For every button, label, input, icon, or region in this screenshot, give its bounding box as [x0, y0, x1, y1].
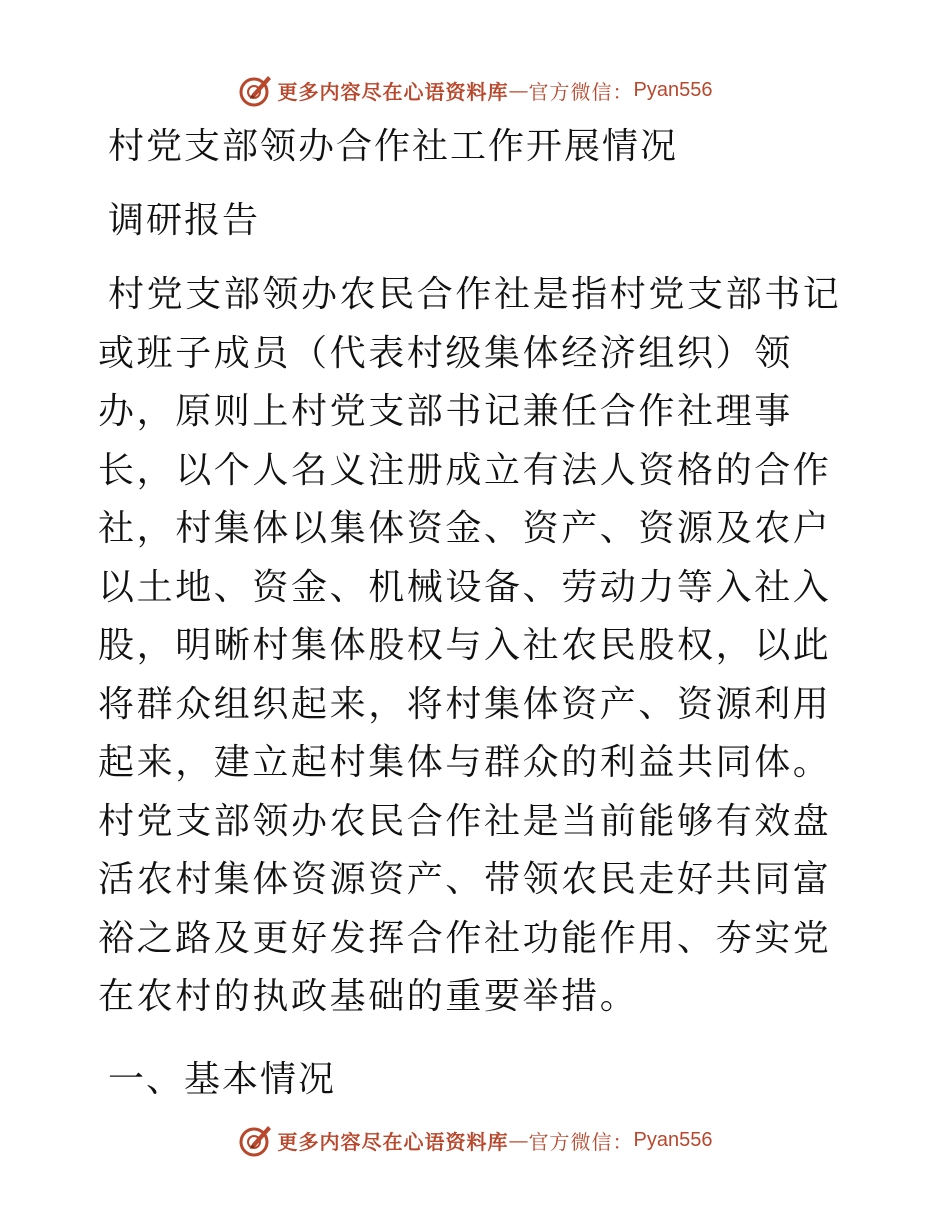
- watermark-sub-text: 官方微信：: [528, 1129, 634, 1154]
- watermark-account: Pyan556: [633, 78, 713, 101]
- pen-logo-icon: [238, 72, 274, 108]
- watermark-account: Pyan556: [633, 1128, 713, 1151]
- footer-watermark: [0, 1118, 950, 1162]
- paragraph-intro: 村党支部领办农民合作社是指村党支部书记或班子成员（代表村级集体经济组织）领办，原则上村党支部书记兼任合作社理事长，以个人名义注册成立有法人资格的合作社，村集体以集体资金、资产、资源及农户以土地、资金、机械设备、劳动力等入社入股，明晰村集体股权与入社农民股权，以此将群众组织起来，将村集体资产、资源利用起来，建立起村集体与群众的利益共同体。村党支部领办农民合作社是当前能够有效盘活农村集体资源资产、带领农民走好共同富裕之路及更好发挥合作社功能作用、夯实党在农村的执政基础的重要举措。: [98, 274, 842, 1017]
- document-title: 村党支部领办合作社工作开展情况: [108, 126, 679, 167]
- watermark-dash: —: [508, 1128, 529, 1152]
- pen-logo-icon: [238, 1122, 274, 1158]
- document-subtitle: 调研报告: [108, 200, 261, 241]
- header-watermark: [0, 68, 950, 112]
- watermark-dash: —: [508, 78, 529, 102]
- document-body: [98, 118, 858, 1109]
- watermark-main-text: 更多内容尽在心语资料库: [277, 1129, 509, 1154]
- watermark-main-text: 更多内容尽在心语资料库: [277, 79, 509, 104]
- watermark-sub-text: 官方微信：: [528, 79, 634, 104]
- section-heading-basic-situation: 一、基本情况: [108, 1058, 337, 1100]
